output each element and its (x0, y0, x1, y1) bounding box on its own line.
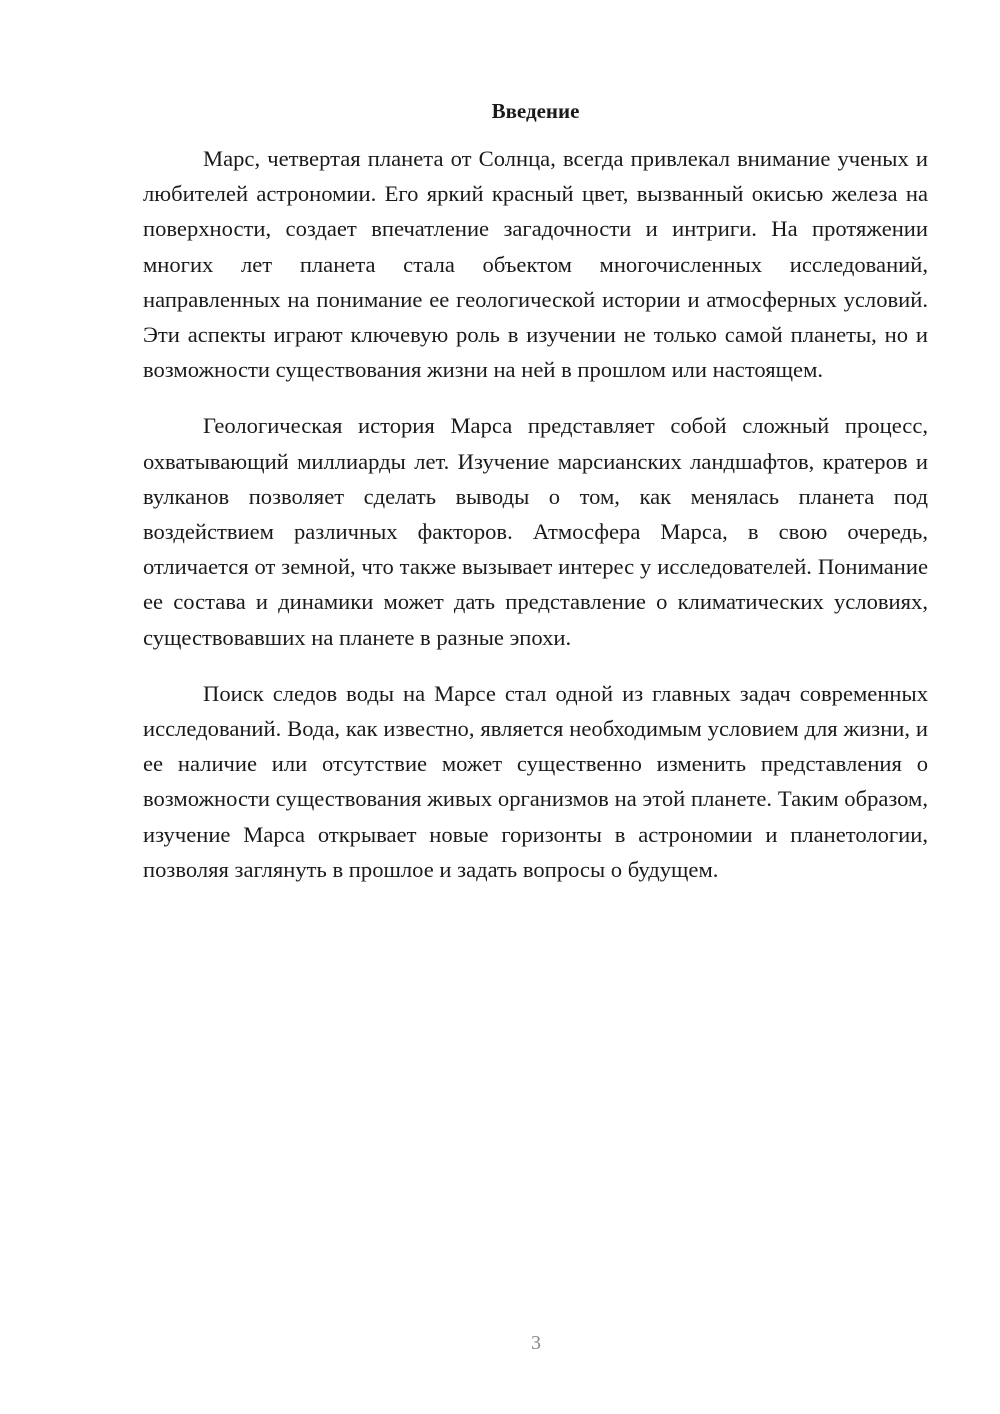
section-title: Введение (491, 99, 580, 123)
page-number: 3 (531, 1332, 541, 1354)
paragraph-3: Поиск следов воды на Марсе стал одной из главных задач современных исследований. Вода, как известно, является необходимым условием для жизни, и ее наличие или отсутствие может существенно изменить представления о возможности существования живых организмов на этой планете. Таким образом, изучение Марса открывает новые горизонты в астрономии и планетологии, позволяя заглянуть в прошлое и задать вопросы о будущем. (143, 680, 928, 882)
document-body (143, 93, 928, 908)
paragraph-2: Геологическая история Марса представляет собой сложный процесс, охватывающий миллиарды лет. Изучение марсианских ландшафтов, кратеров и вулканов позволяет сделать выводы о том, как менялась планета под воздействием различных факторов. Атмосфера Марса, в свою очередь, отличается от земной, что также вызывает интерес у исследователей. Понимание ее состава и динамики может дать представление о климатических условиях, существовавших на планете в разные эпохи. (143, 413, 928, 650)
paragraph-1: Марс, четвертая планета от Солнца, всегда привлекал внимание ученых и любителей астрономии. Его яркий красный цвет, вызванный окисью железа на поверхности, создает впечатление загадочности и интриги. На протяжении многих лет планета стала объектом многочисленных исследований, направленных на понимание ее геологической истории и атмосферных условий. Эти аспекты играют ключевую роль в изучении не только самой планеты, но и возможности существования жизни на ней в прошлом или настоящем. (143, 146, 928, 383)
